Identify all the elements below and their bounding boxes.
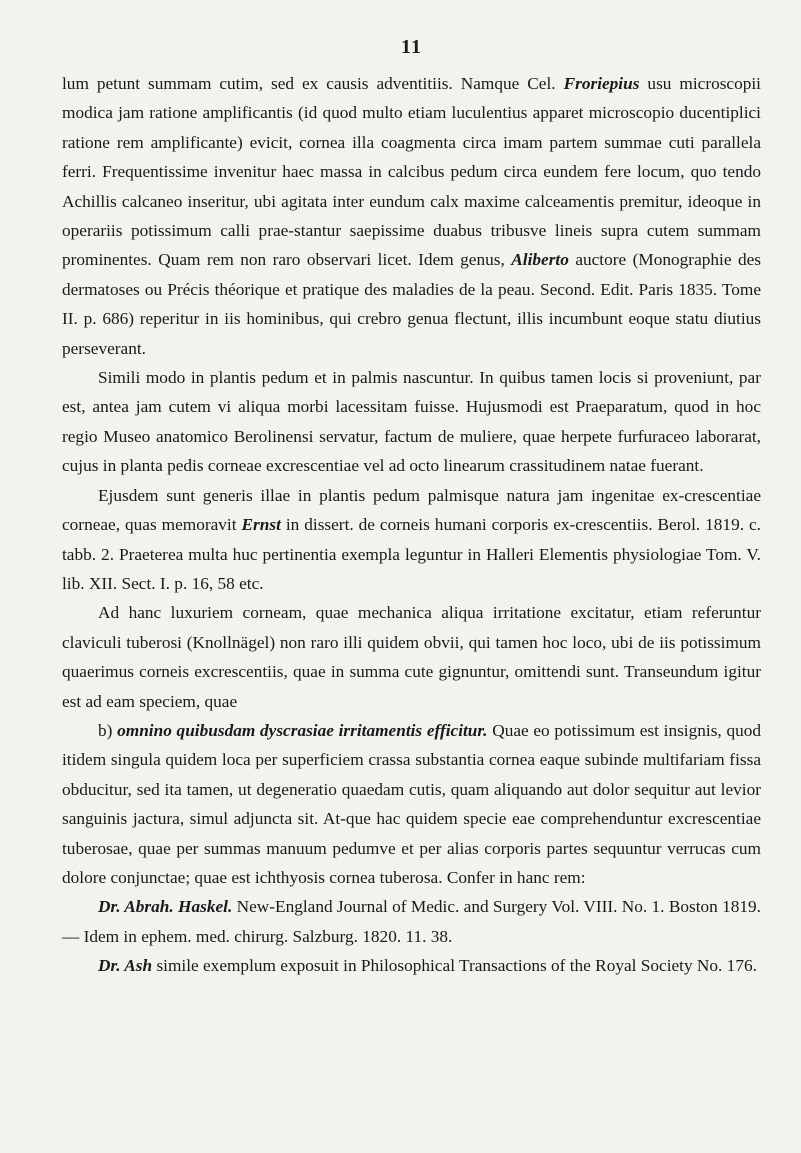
body-text: [62, 69, 761, 981]
paragraph: [62, 892, 761, 951]
italic-name: Aliberto: [511, 250, 569, 270]
italic-name: Froriepius: [563, 74, 640, 93]
italic-name: Ernst: [241, 515, 281, 535]
paragraph: [62, 951, 761, 980]
italic-name: Dr. Ash: [98, 956, 153, 976]
text-run: Ad hanc luxuriem corneam, quae mechanica aliqua irritatione excitatur, etiam referuntur claviculi tuberosi (Knollnägel) non raro illi quidem obvii, qui tamen hoc loco, ubi de iis potissimum quaerimus corneis excrescentiis, quae in summa cute gignuntur, omittendi sunt. Transeundum igitur est ad eam speciem, quae: [62, 603, 761, 711]
text-run: in dissert. de corneis humani corporis ex-crescentiis. Berol. 1819. c. tabb. 2. Praeterea multa huc pertinentia exempla leguntur in Halleri Elementis physiologiae Tom. V. lib. XII. Sect. I. p. 16, 58 etc.: [62, 515, 761, 593]
text-run: New-England Journal of Medic. and Surgery Vol. VIII. No. 1. Boston 1819. — Idem in ephem. med. chirurg. Salzburg. 1820. 11. 38.: [62, 897, 761, 946]
paragraph: [62, 598, 761, 716]
paragraph: [62, 363, 761, 481]
italic-name: Dr. Abrah. Haskel.: [98, 897, 233, 917]
text-run: Quae eo potissimum est insignis, quod itidem singula quidem loca per superficiem crassa substantia cornea eaque subinde multifariam fissa obducitur, sed ita tamen, ut degeneratio quaedam cutis, quam aliquando aut dolor sequitur aut levior sanguinis jactura, simul adjuncta sit. At-que hac quidem specie eae comprehenduntur excrescentiae tuberosae, quae per summas manuum pedumve et per alias corporis partes sequuntur verrucas cum dolore conjunctae; quae est ichthyosis cornea tuberosa. Confer in hanc rem:: [62, 720, 762, 887]
page-number: 11: [401, 36, 422, 58]
paragraph: [62, 69, 761, 363]
paragraph: [62, 716, 761, 892]
text-run: usu microscopii modica jam ratione amplificantis (id quod multo etiam luculentius apparet microscopio ducentiplici ratione rem amplificante) evicit, cornea illa coagmenta circa imam partem summae cuti parallela ferri. Frequentissime invenitur haec massa in calcibus pedum circa eundem fere locum, quo tendo Achillis calcaneo inseritur, ubi agitata inter eundum calx maxime calceamentis premitur, ideoque in operariis potissimum calli prae-stantur saepissime duabus tribusve lineis supra cutem summam prominentes. Quam rem non raro observari licet. Idem genus,: [62, 74, 761, 270]
text-run: lum petunt summam cutim, sed ex causis adventitiis. Namque Cel.: [62, 74, 564, 93]
text-run: Simili modo in plantis pedum et in palmis nascuntur. In quibus tamen locis si proveniunt, par est, antea jam cutem vi aliqua morbi lacessitam fuisse. Hujusmodi est Praeparatum, quod in hoc regio Museo anatomico Berolinensi servatur, factum de muliere, quae herpete furfuraceo laborarat, cujus in planta pedis corneae excrescentiae vel ad octo linearum crassitudinem natae fuerant.: [62, 368, 761, 476]
text-run: auctore (Monographie des dermatoses ou Précis théorique et pratique des maladies de la peau. Second. Edit. Paris 1835. Tome II. p. 686) reperitur in iis hominibus, qui crebro genua flectunt, illis incumbunt eoque statu diutius perseverant.: [62, 250, 761, 358]
text-run: simile exemplum exposuit in Philosophical Transactions of the Royal Society No. 176.: [152, 956, 757, 976]
text-run: Ejusdem sunt generis illae in plantis pedum palmisque natura jam ingenitae ex-crescentiae corneae, quas memoravit: [62, 485, 761, 535]
italic-name: omnino quibusdam dyscrasiae irritamentis efficitur.: [117, 720, 488, 740]
paragraph: [62, 481, 761, 599]
text-run: b): [98, 720, 118, 740]
